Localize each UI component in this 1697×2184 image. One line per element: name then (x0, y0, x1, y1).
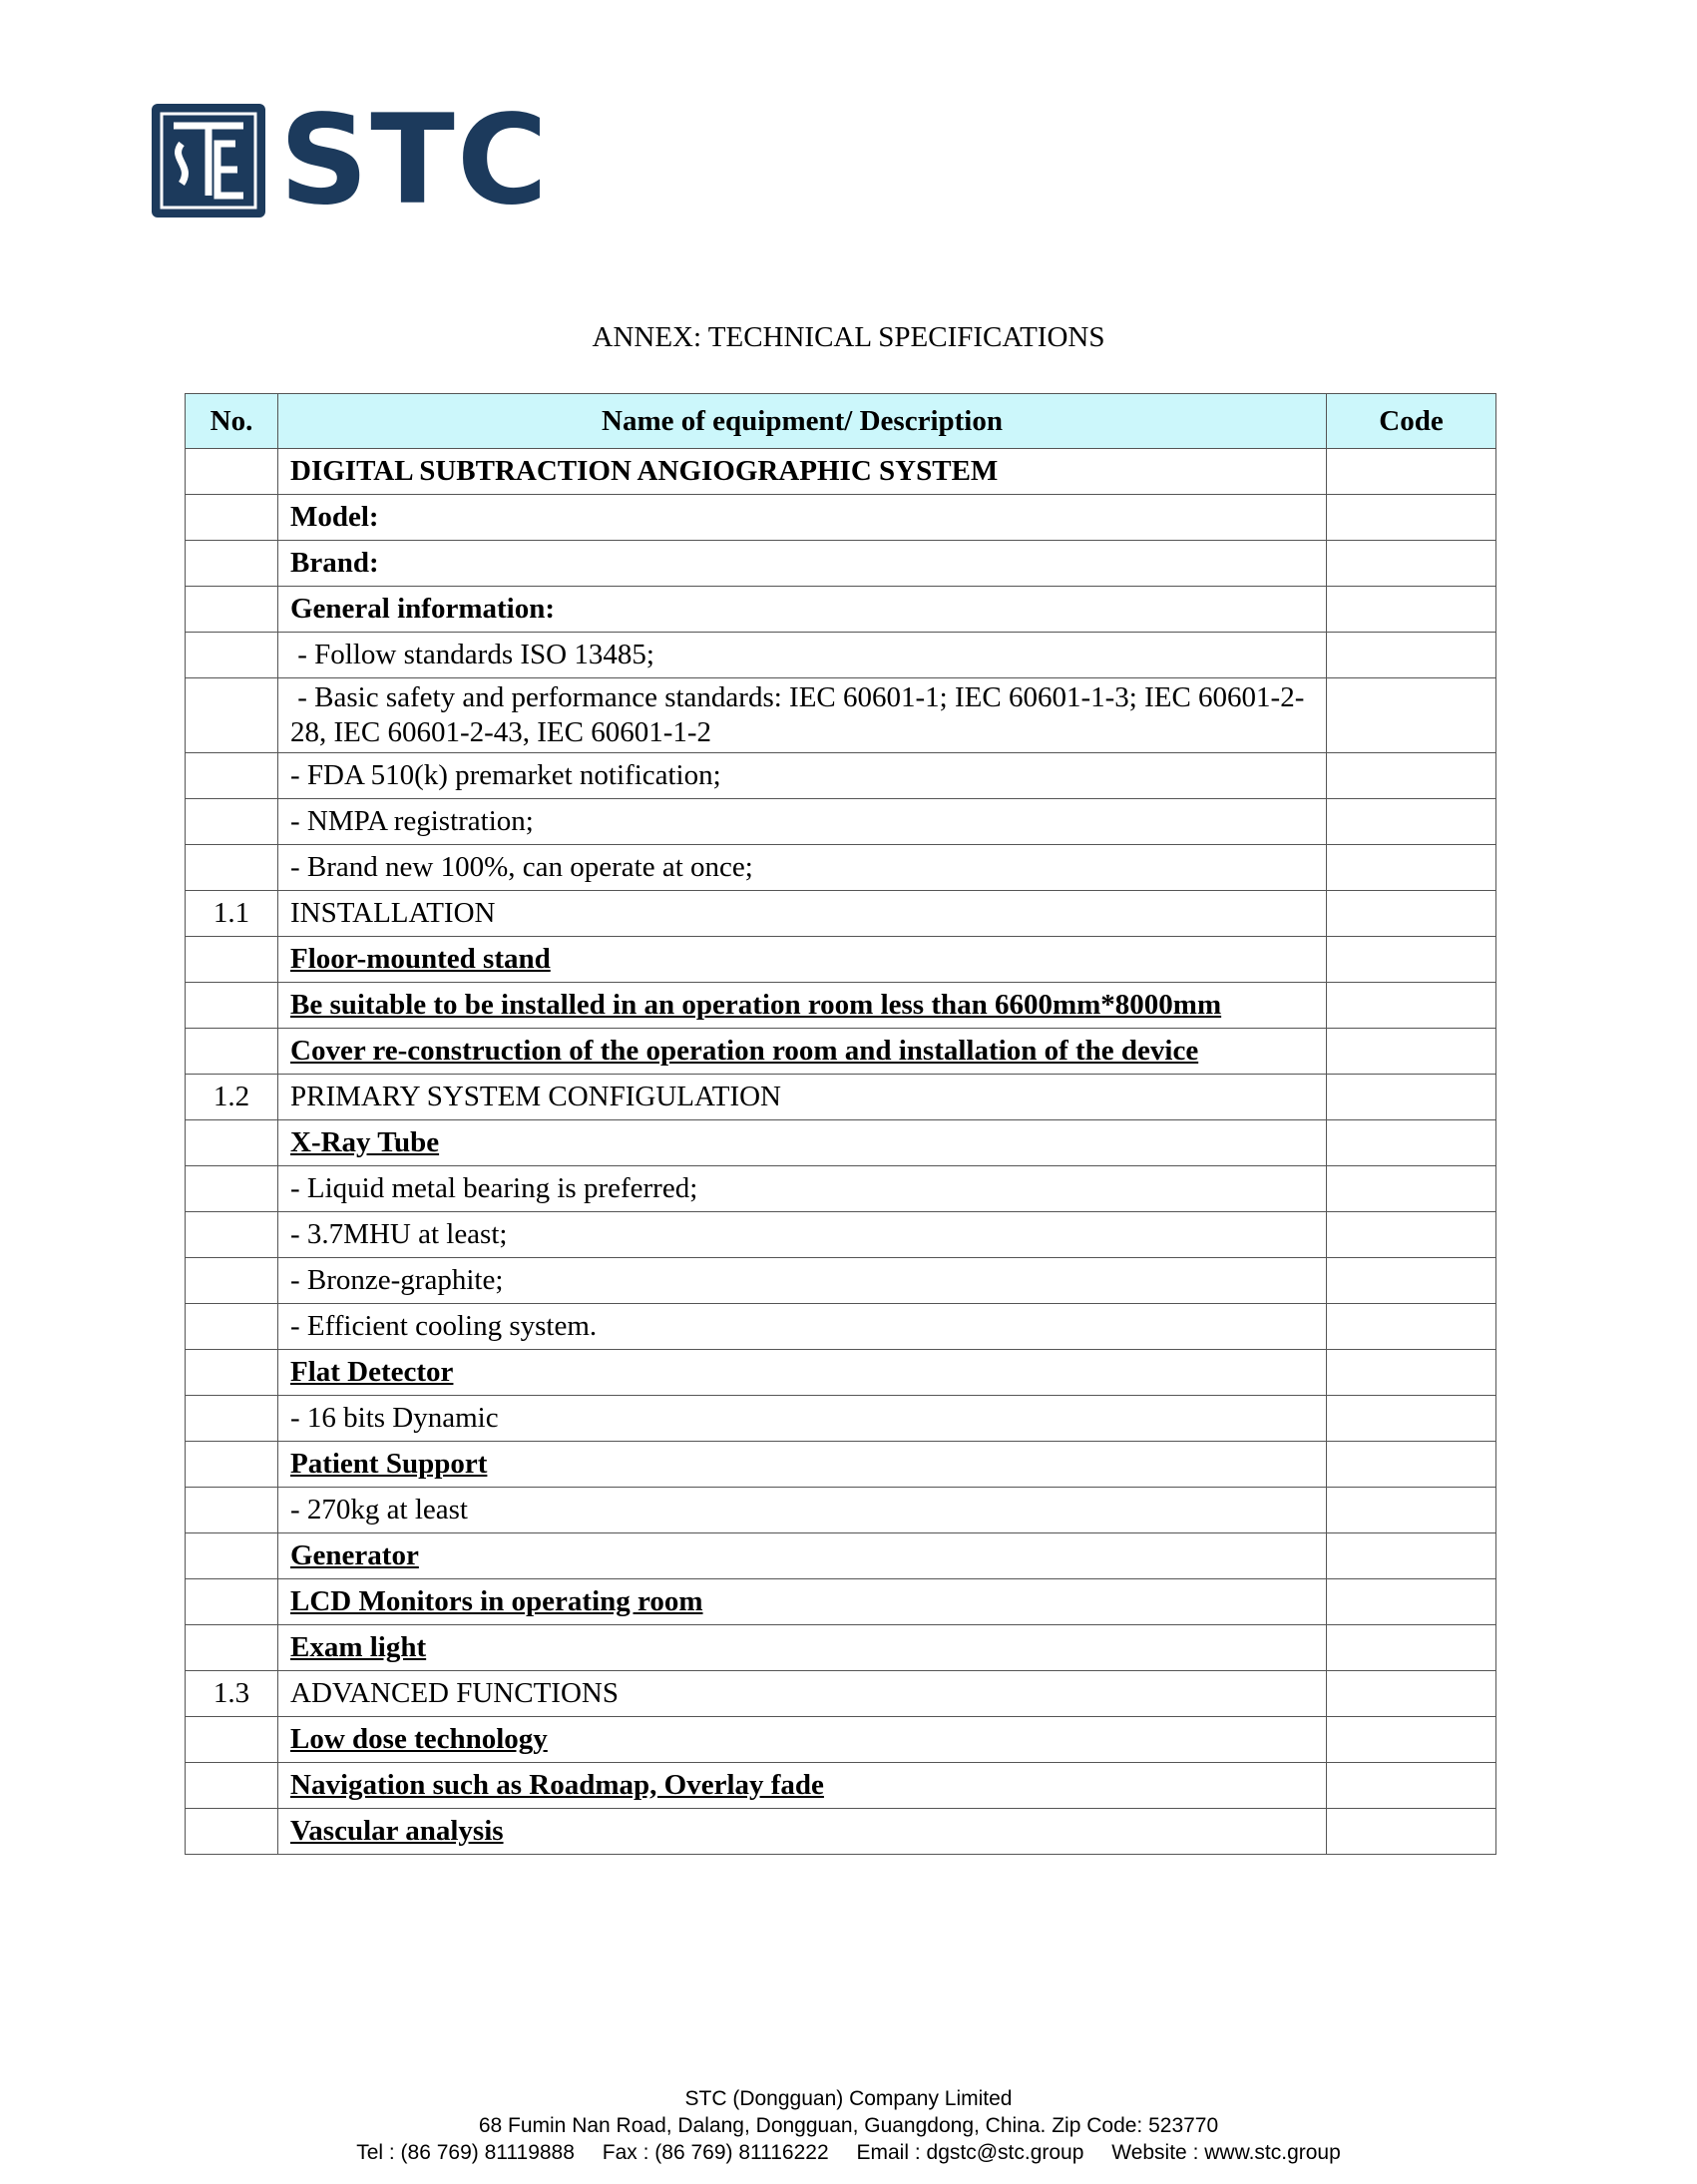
table-row (186, 1395, 1496, 1441)
row-code (1327, 541, 1496, 587)
row-description (278, 587, 1327, 633)
table-row (186, 982, 1496, 1028)
row-number (186, 495, 278, 541)
row-code (1327, 752, 1496, 798)
row-description (278, 495, 1327, 541)
row-description (278, 1762, 1327, 1808)
row-number: 1.1 (186, 890, 278, 936)
row-description (278, 1028, 1327, 1074)
row-description (278, 1211, 1327, 1257)
row-description (278, 1165, 1327, 1211)
row-description (278, 1395, 1327, 1441)
header-name: Name of equipment/ Description (278, 394, 1327, 449)
row-code (1327, 633, 1496, 678)
description-text: - Efficient cooling system. (290, 1309, 598, 1342)
description-text: General information: (290, 593, 555, 626)
table-row (186, 1578, 1496, 1624)
description-text: - FDA 510(k) premarket notification; (290, 758, 721, 791)
row-description (278, 633, 1327, 678)
table-row (186, 1303, 1496, 1349)
row-description (278, 1578, 1327, 1624)
table-row (186, 890, 1496, 936)
description-text: - Bronze-graphite; (290, 1263, 504, 1296)
row-description (278, 1303, 1327, 1349)
description-text: Exam light (290, 1630, 427, 1663)
description-text: Vascular analysis (290, 1814, 504, 1847)
row-number: 1.3 (186, 1670, 278, 1716)
row-number (186, 798, 278, 844)
header-code: Code (1327, 394, 1496, 449)
row-code (1327, 1257, 1496, 1303)
row-number (186, 1578, 278, 1624)
table-row (186, 1257, 1496, 1303)
row-code (1327, 1487, 1496, 1532)
row-number (186, 982, 278, 1028)
table-row (186, 1624, 1496, 1670)
row-code (1327, 982, 1496, 1028)
description-text: Generator (290, 1538, 419, 1571)
row-description (278, 752, 1327, 798)
row-code (1327, 844, 1496, 890)
description-text: Be suitable to be installed in an operation room less than 6600mm*8000mm (290, 988, 1222, 1021)
table-row (186, 587, 1496, 633)
row-code (1327, 1670, 1496, 1716)
row-code (1327, 1165, 1496, 1211)
table-row (186, 752, 1496, 798)
footer-address: 68 Fumin Nan Road, Dalang, Dongguan, Guangdong, China. Zip Code: 523770 (478, 2114, 1219, 2137)
row-description (278, 982, 1327, 1028)
table-row (186, 1441, 1496, 1487)
header-no: No. (186, 394, 278, 449)
row-description (278, 1257, 1327, 1303)
table-row (186, 1762, 1496, 1808)
row-number (186, 1762, 278, 1808)
row-number (186, 1119, 278, 1165)
table-row (186, 1487, 1496, 1532)
description-text: - NMPA registration; (290, 804, 534, 837)
row-code (1327, 1808, 1496, 1854)
row-description (278, 1487, 1327, 1532)
description-text: Navigation such as Roadmap, Overlay fade (290, 1768, 824, 1801)
description-text: X-Ray Tube (290, 1125, 440, 1158)
description-text: INSTALLATION (290, 896, 496, 929)
footer-company: STC (Dongguan) Company Limited (684, 2087, 1013, 2110)
row-description (278, 449, 1327, 495)
description-text: - Brand new 100%, can operate at once; (290, 850, 753, 883)
table-row (186, 1532, 1496, 1578)
row-description (278, 890, 1327, 936)
row-description (278, 1441, 1327, 1487)
row-code (1327, 1303, 1496, 1349)
table-row (186, 1074, 1496, 1119)
description-text: Low dose technology (290, 1722, 548, 1755)
row-code (1327, 1395, 1496, 1441)
footer-email: Email : dgstc@stc.group (856, 2141, 1084, 2164)
table-row (186, 495, 1496, 541)
row-number (186, 1303, 278, 1349)
description-text: Patient Support (290, 1447, 488, 1480)
footer-fax: Fax : (86 769) 81116222 (602, 2141, 829, 2164)
description-text: - 270kg at least (290, 1493, 468, 1526)
row-description (278, 1670, 1327, 1716)
row-number (186, 1028, 278, 1074)
table-row (186, 541, 1496, 587)
row-code (1327, 1716, 1496, 1762)
row-code (1327, 1349, 1496, 1395)
row-code (1327, 1624, 1496, 1670)
page-title: ANNEX: TECHNICAL SPECIFICATIONS (592, 321, 1105, 353)
row-number (186, 449, 278, 495)
stc-emblem-icon (152, 104, 265, 218)
row-number (186, 752, 278, 798)
table-header-row (186, 394, 1496, 449)
row-description (278, 936, 1327, 982)
row-number (186, 1211, 278, 1257)
company-logo (152, 89, 550, 232)
description-text: - 3.7MHU at least; (290, 1217, 508, 1250)
row-description (278, 1624, 1327, 1670)
description-text: - Liquid metal bearing is preferred; (290, 1171, 698, 1204)
row-description (278, 1532, 1327, 1578)
row-description (278, 1808, 1327, 1854)
row-description (278, 1074, 1327, 1119)
row-code (1327, 1211, 1496, 1257)
row-description (278, 1716, 1327, 1762)
table-row (186, 449, 1496, 495)
row-description (278, 798, 1327, 844)
row-number (186, 1395, 278, 1441)
table-row (186, 798, 1496, 844)
row-description (278, 1349, 1327, 1395)
row-number (186, 1349, 278, 1395)
description-text: DIGITAL SUBTRACTION ANGIOGRAPHIC SYSTEM (290, 455, 999, 488)
footer-website: Website : www.stc.group (1111, 2141, 1341, 2164)
row-code (1327, 495, 1496, 541)
row-number (186, 1165, 278, 1211)
description-text: PRIMARY SYSTEM CONFIGULATION (290, 1080, 781, 1112)
footer-contacts (0, 2139, 1697, 2166)
row-number (186, 1808, 278, 1854)
specifications-table (185, 393, 1496, 1855)
row-number (186, 633, 278, 678)
page-footer (0, 2085, 1697, 2166)
table-row (186, 1716, 1496, 1762)
description-text: - 16 bits Dynamic (290, 1401, 499, 1434)
footer-tel: Tel : (86 769) 81119888 (356, 2141, 575, 2164)
logo-wordmark: STC (279, 89, 550, 232)
row-number (186, 1624, 278, 1670)
table-row (186, 1349, 1496, 1395)
description-text: - Basic safety and performance standards: IEC 60601-1; IEC 60601-1-3; IEC 60601-2-28, IEC 60601-2-43, IEC 60601-1-2 (290, 681, 1305, 748)
row-number (186, 1532, 278, 1578)
row-code (1327, 1074, 1496, 1119)
table-row (186, 678, 1496, 753)
row-code (1327, 1119, 1496, 1165)
row-code (1327, 449, 1496, 495)
row-code (1327, 1578, 1496, 1624)
row-code (1327, 678, 1496, 753)
description-text: Flat Detector (290, 1355, 454, 1388)
row-code (1327, 890, 1496, 936)
table-row (186, 1808, 1496, 1854)
row-number (186, 678, 278, 753)
row-number (186, 1441, 278, 1487)
description-text: LCD Monitors in operating room (290, 1584, 703, 1617)
row-description (278, 1119, 1327, 1165)
row-code (1327, 1441, 1496, 1487)
row-number (186, 587, 278, 633)
description-text: Model: (290, 501, 379, 534)
table-row (186, 1119, 1496, 1165)
table-row (186, 844, 1496, 890)
description-text: - Follow standards ISO 13485; (290, 639, 654, 671)
row-description (278, 844, 1327, 890)
row-code (1327, 798, 1496, 844)
row-number: 1.2 (186, 1074, 278, 1119)
table-row (186, 1165, 1496, 1211)
table-row (186, 1028, 1496, 1074)
table-row (186, 1670, 1496, 1716)
row-number (186, 1257, 278, 1303)
row-code (1327, 936, 1496, 982)
table-row (186, 936, 1496, 982)
description-text: Cover re-construction of the operation room and installation of the device (290, 1034, 1199, 1067)
row-number (186, 541, 278, 587)
row-code (1327, 1028, 1496, 1074)
row-number (186, 1716, 278, 1762)
description-text: ADVANCED FUNCTIONS (290, 1676, 619, 1709)
row-number (186, 936, 278, 982)
table-row (186, 633, 1496, 678)
row-description (278, 541, 1327, 587)
row-description (278, 678, 1327, 753)
description-text: Brand: (290, 547, 379, 580)
row-number (186, 1487, 278, 1532)
row-code (1327, 587, 1496, 633)
row-code (1327, 1532, 1496, 1578)
table-row (186, 1211, 1496, 1257)
row-code (1327, 1762, 1496, 1808)
row-number (186, 844, 278, 890)
description-text: Floor-mounted stand (290, 942, 551, 975)
